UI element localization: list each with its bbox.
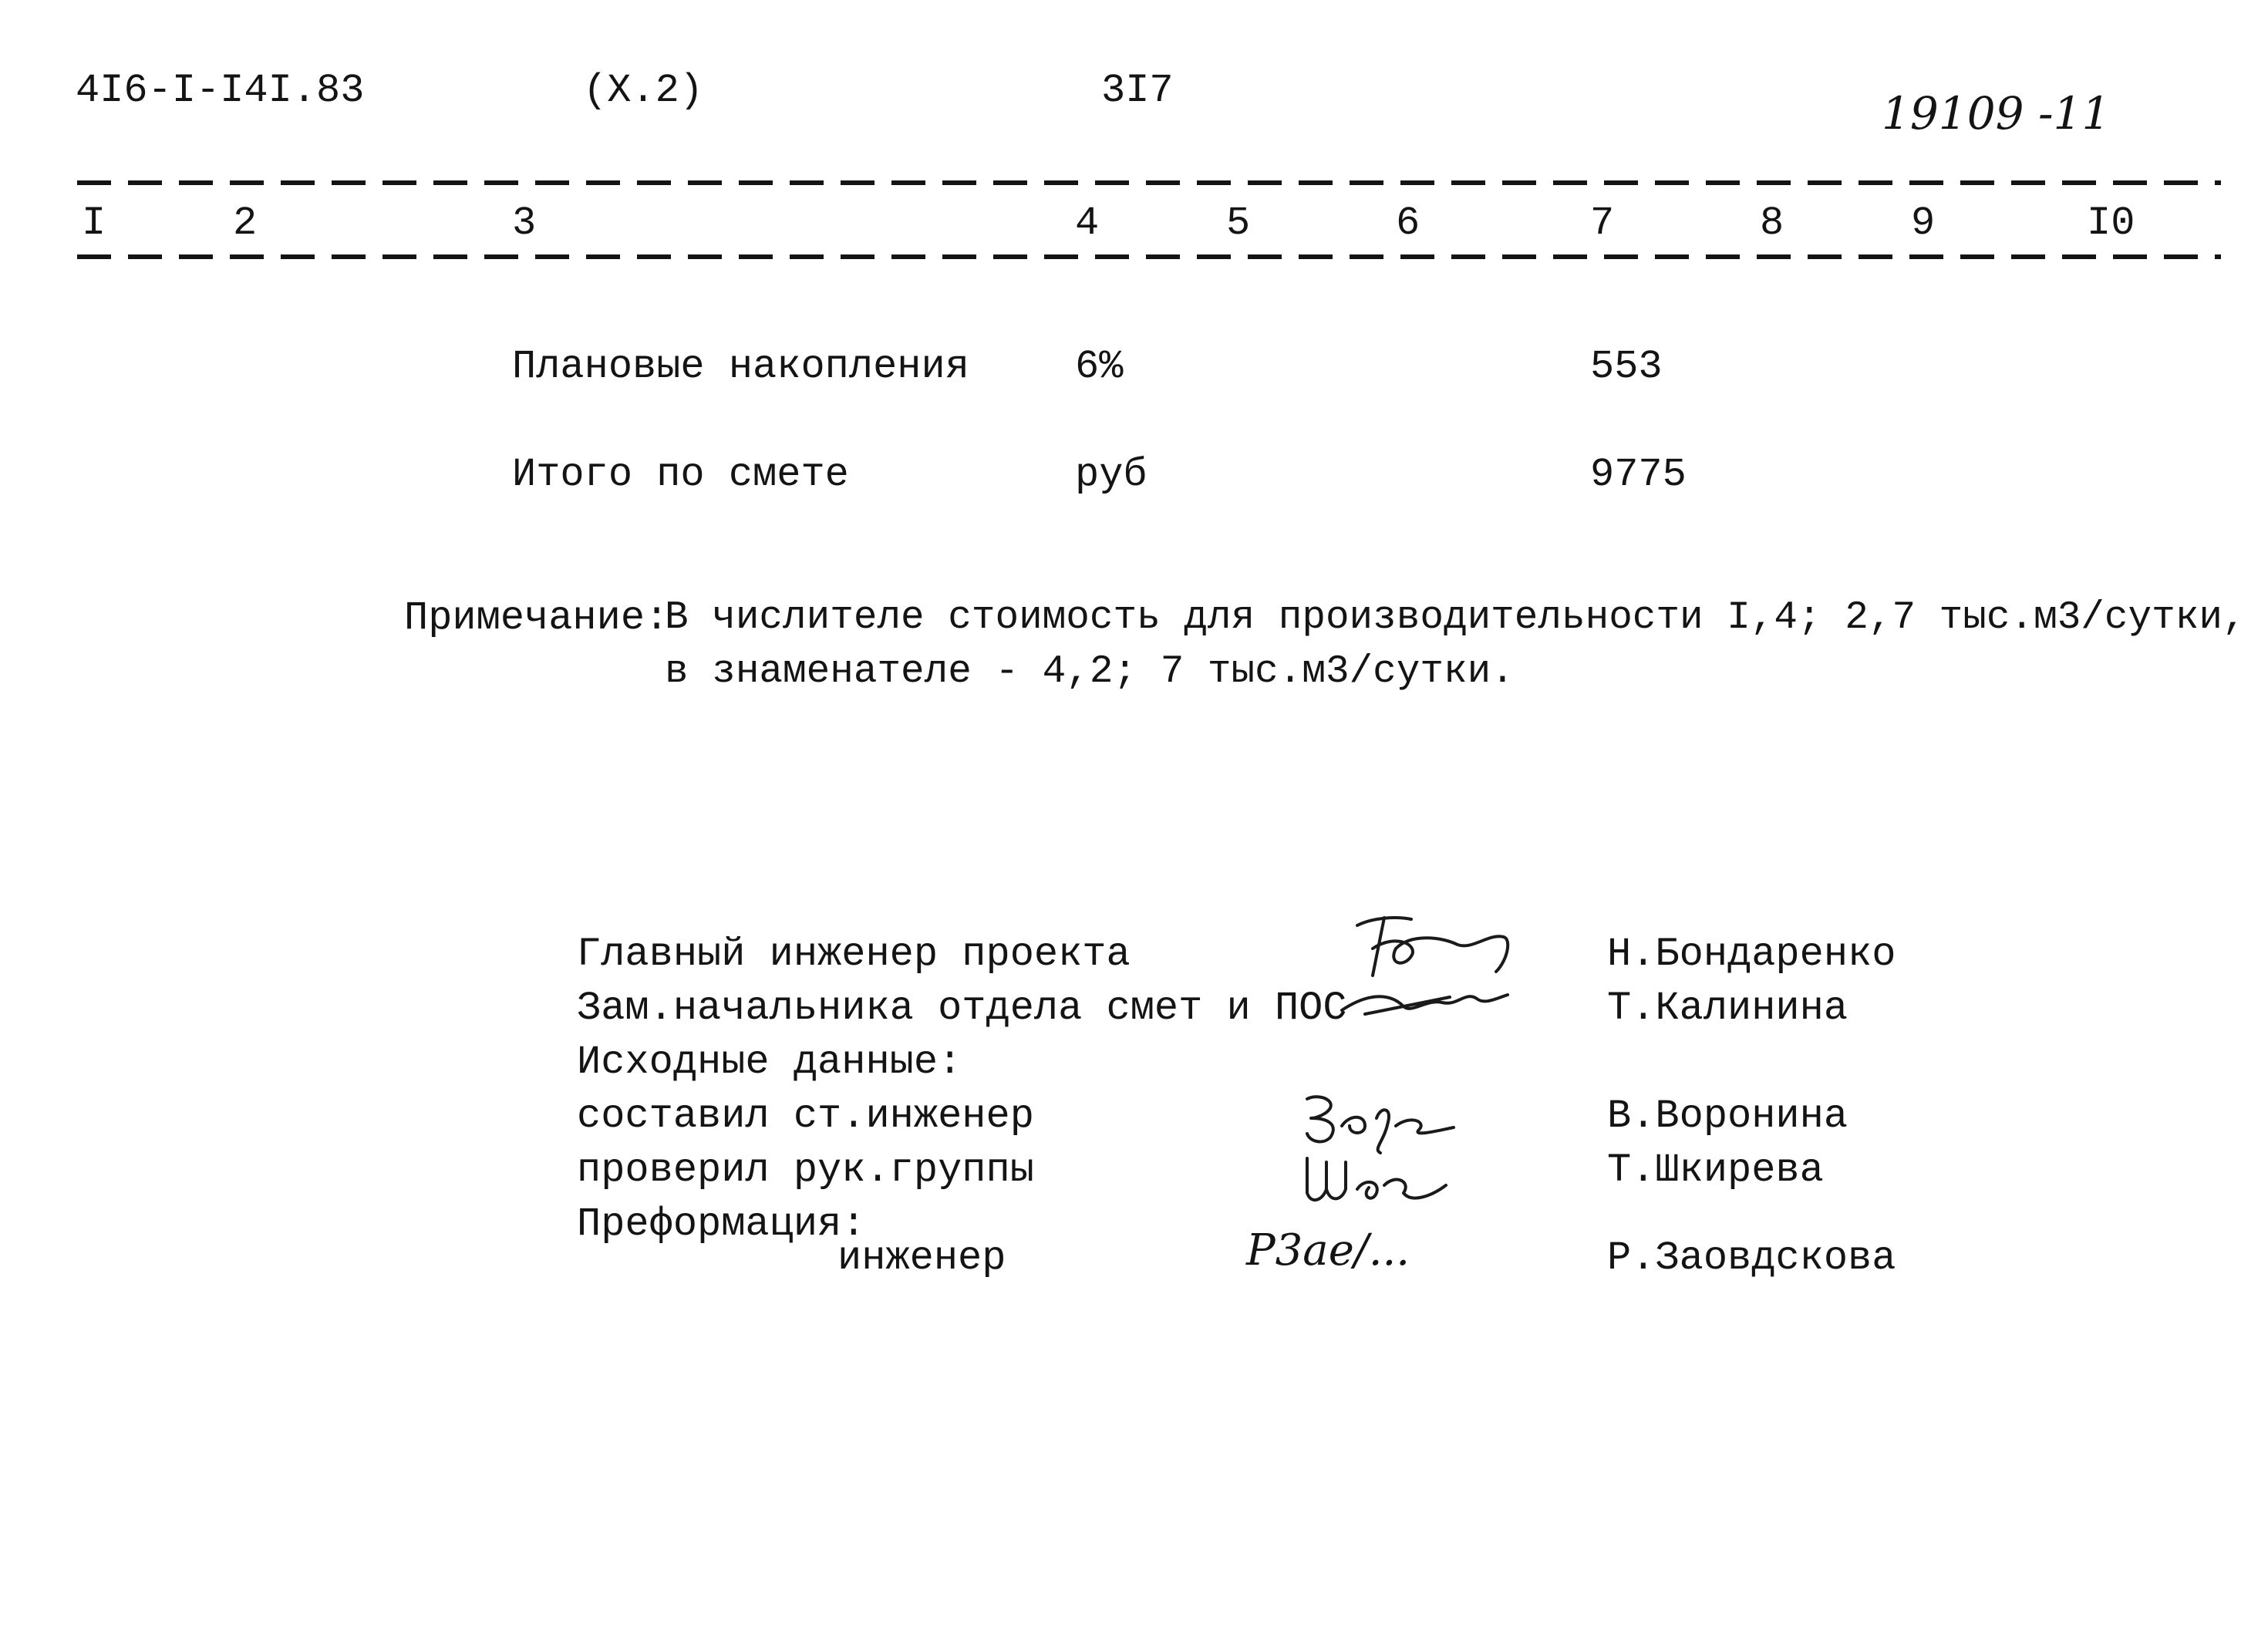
row-planned-savings-value: 553 (1590, 344, 1663, 389)
column-number-3: 3 (512, 201, 537, 246)
signature-zaovdskova: Р3ае/... (1246, 1225, 1410, 1275)
name-shkireva: Т.Шкирева (1607, 1147, 1824, 1193)
section-number: (X.2) (583, 68, 704, 113)
signature-kalinina (1334, 976, 1519, 1029)
note-line-1: В числителе стоимость для производительности I,4; 2,7 тыс.м3/сутки, (665, 596, 2246, 640)
row-planned-savings-label: Плановые накопления (512, 344, 969, 389)
name-bondarenko: Н.Бондаренко (1607, 932, 1896, 977)
header-rule-bottom (77, 254, 2221, 259)
name-kalinina: Т.Калинина (1607, 986, 1848, 1031)
name-voronina: В.Воронина (1607, 1094, 1848, 1139)
column-number-6: 6 (1396, 201, 1420, 246)
row-total-unit: руб (1075, 452, 1147, 497)
column-number-9: 9 (1911, 201, 1936, 246)
role-source-data: Исходные данные: (577, 1040, 962, 1085)
role-engineer: инженер (837, 1235, 1006, 1281)
role-checked-by: проверил рук.группы (577, 1147, 1034, 1193)
role-preformation: Преформация: (577, 1201, 866, 1247)
name-zaovdskova: Р.Заовдскова (1607, 1235, 1896, 1281)
column-number-8: 8 (1760, 201, 1784, 246)
note-line-2: в знаменателе - 4,2; 7 тыс.м3/сутки. (665, 650, 1515, 694)
header-rule-top (77, 180, 2221, 185)
row-total-label: Итого по смете (512, 452, 849, 497)
column-number-2: 2 (233, 201, 258, 246)
role-compiled-by: составил ст.инженер (577, 1094, 1034, 1139)
column-number-7: 7 (1590, 201, 1615, 246)
document-code: 4I6-I-I4I.83 (76, 68, 365, 113)
column-number-5: 5 (1226, 201, 1251, 246)
archive-number: 19109 -11 (1882, 87, 2111, 140)
role-chief-engineer: Главный инженер проекта (577, 932, 1131, 977)
signature-shkireva (1296, 1143, 1458, 1212)
column-number-4: 4 (1075, 201, 1100, 246)
page-number: 3I7 (1101, 68, 1174, 113)
column-number-1: I (82, 201, 106, 246)
row-total-value: 9775 (1590, 452, 1687, 497)
column-number-10: I0 (2087, 201, 2135, 246)
signature-bondarenko (1342, 902, 1527, 987)
role-deputy-head: Зам.начальника отдела смет и ПОС (577, 986, 1347, 1031)
row-planned-savings-unit: 6% (1075, 344, 1124, 389)
note-prefix: Примечание: (404, 595, 669, 641)
